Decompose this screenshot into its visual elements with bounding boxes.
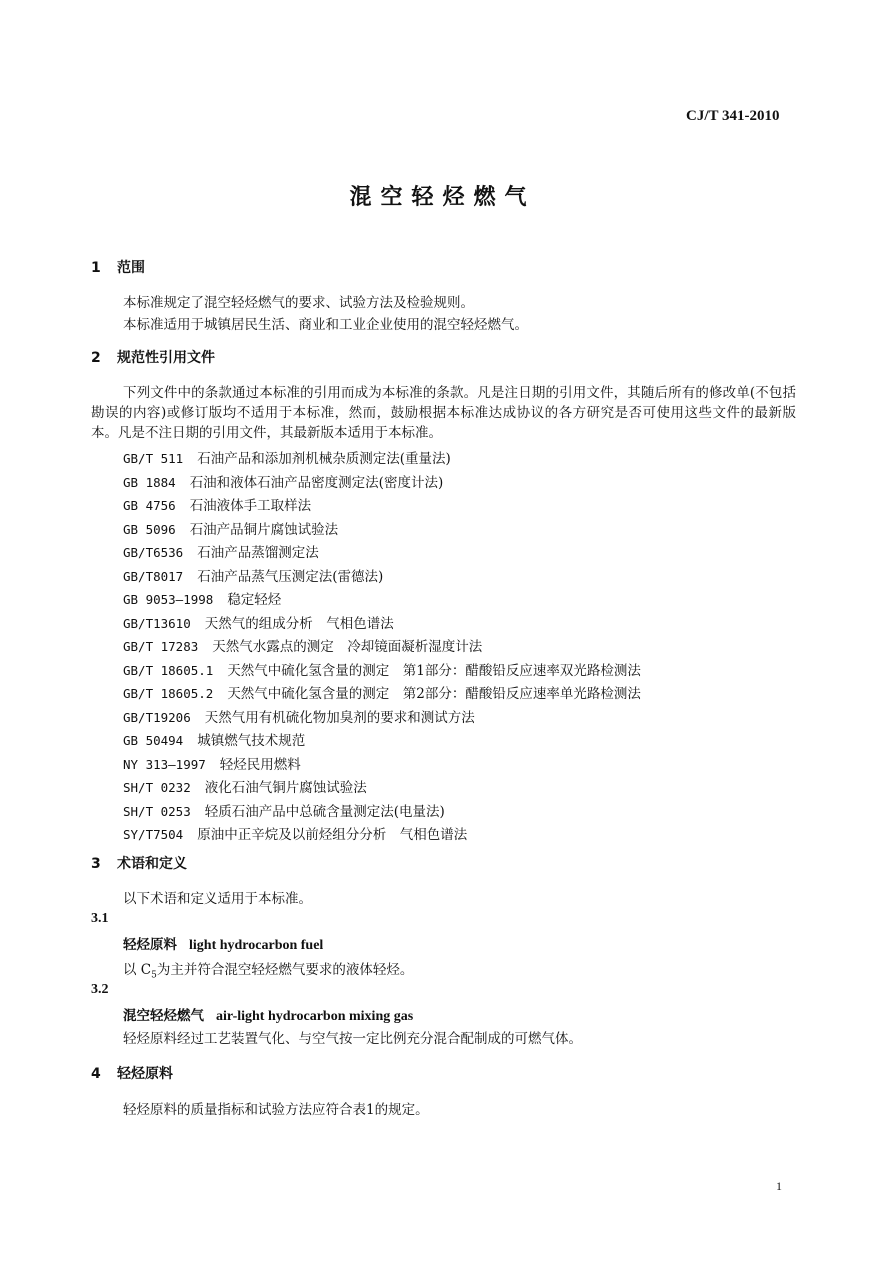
reference-title: 轻烃民用燃料 <box>219 756 301 773</box>
reference-code: GB/T19206 <box>123 709 191 725</box>
reference-title: 天然气中硫化氢含量的测定 第2部分：醋酸铅反应速率单光路检测法 <box>227 686 641 702</box>
section-number: 4 <box>91 1066 101 1082</box>
page-number: 1 <box>776 1179 782 1193</box>
reference-title: 石油产品和添加剂机械杂质测定法(重量法) <box>197 451 451 467</box>
term-number: 3.1 <box>91 911 109 926</box>
definition-text: 为主并符合混空轻烃燃气要求的液体轻烃。 <box>156 962 414 978</box>
term-en: air-light hydrocarbon mixing gas <box>216 1009 414 1024</box>
section-heading-4 <box>91 1063 173 1083</box>
section-number: 3 <box>91 856 101 872</box>
reference-code: GB/T 18605.1 <box>123 662 214 678</box>
subscript: 5 <box>151 970 157 981</box>
section-title: 规范性引用文件 <box>117 350 215 366</box>
reference-code: GB/T8017 <box>123 568 184 584</box>
term-cn: 混空轻烃燃气 <box>123 1008 204 1024</box>
reference-code: GB/T13610 <box>123 615 191 631</box>
term-en: light hydrocarbon fuel <box>189 938 324 953</box>
reference-item <box>123 659 641 679</box>
reference-item <box>123 565 383 585</box>
document-title: 混空轻烃燃气 <box>349 185 536 210</box>
reference-title: 天然气用有机硫化物加臭剂的要求和测试方法 <box>204 709 475 726</box>
paragraph: 本标准规定了混空轻烃燃气的要求、试验方法及检验规则。 <box>123 295 474 311</box>
term-definition: 轻烃原料经过工艺装置气化、与空气按一定比例充分混合配制成的可燃气体。 <box>123 1031 582 1047</box>
reference-item <box>123 753 301 773</box>
section-title: 术语和定义 <box>117 856 187 872</box>
reference-code: GB/T 18605.2 <box>123 686 214 701</box>
reference-title: 原油中正辛烷及以前烃组分分析 气相色谱法 <box>197 827 468 843</box>
paragraph: 轻烃原料的质量指标和试验方法应符合表1的规定。 <box>123 1102 429 1118</box>
section-title: 轻烃原料 <box>117 1066 173 1082</box>
reference-item <box>123 706 475 726</box>
reference-code: GB 50494 <box>123 733 184 748</box>
reference-code: NY 313—1997 <box>123 756 206 772</box>
reference-code: GB/T 17283 <box>123 639 199 654</box>
term-cn: 轻烃原料 <box>123 937 177 953</box>
reference-item <box>123 612 394 632</box>
definition-text: 以 C <box>123 962 152 978</box>
reference-code: GB/T6536 <box>123 545 184 560</box>
reference-code: GB/T 511 <box>123 451 184 466</box>
reference-item <box>123 682 641 702</box>
reference-item <box>123 800 445 820</box>
reference-title: 稳定轻烃 <box>227 592 282 608</box>
reference-title: 城镇燃气技术规范 <box>197 733 306 749</box>
section-heading-2 <box>91 347 215 367</box>
paragraph: 下列文件中的条款通过本标准的引用而成为本标准的条款。凡是注日期的引用文件，其随后所有的修改单(不包括勘误的内容)或修订版均不适用于本标准，然而，鼓励根据本标准达成协议的各方研究是否可使用这些文件的最新版本。凡是不注日期的引用文件，其最新版本适用于本标准。 <box>91 385 796 441</box>
paragraph: 本标准适用于城镇居民生活、商业和工业企业使用的混空轻烃燃气。 <box>123 317 528 333</box>
reference-code: SH/T 0253 <box>123 803 191 819</box>
section-number: 1 <box>91 260 101 276</box>
reference-item <box>123 494 311 514</box>
reference-code: GB 4756 <box>123 498 176 513</box>
reference-item <box>123 541 319 561</box>
reference-item <box>123 776 367 796</box>
reference-title: 天然气中硫化氢含量的测定 第1部分：醋酸铅反应速率双光路检测法 <box>227 662 641 679</box>
section-title: 范围 <box>117 260 145 276</box>
term-number: 3.2 <box>91 982 109 997</box>
reference-code: GB 1884 <box>123 474 176 490</box>
term-definition <box>123 958 413 981</box>
term-heading <box>123 1004 413 1025</box>
reference-code: SY/T7504 <box>123 827 184 842</box>
reference-title: 石油产品蒸气压测定法(雷德法) <box>197 568 384 585</box>
term-heading <box>123 933 323 954</box>
section-heading-3 <box>91 853 187 873</box>
reference-title: 石油和液体石油产品密度测定法(密度计法) <box>189 474 444 491</box>
reference-code: GB 9053—1998 <box>123 592 214 607</box>
standard-number: CJ/T 341-2010 <box>686 108 780 124</box>
reference-item <box>123 518 338 538</box>
reference-code: SH/T 0232 <box>123 780 191 795</box>
reference-item <box>123 471 443 491</box>
reference-title: 石油产品铜片腐蚀试验法 <box>189 521 339 538</box>
reference-title: 天然气的组成分析 气相色谱法 <box>204 615 394 632</box>
reference-title: 天然气水露点的测定 冷却镜面凝析湿度计法 <box>212 639 483 655</box>
reference-title: 液化石油气铜片腐蚀试验法 <box>204 780 367 796</box>
reference-item <box>123 729 305 749</box>
reference-item <box>123 447 451 467</box>
reference-item <box>123 823 467 843</box>
section-number: 2 <box>91 350 101 366</box>
reference-title: 轻质石油产品中总硫含量测定法(电量法) <box>204 803 445 820</box>
reference-title: 石油产品蒸馏测定法 <box>197 545 319 561</box>
reference-item <box>123 588 281 608</box>
reference-title: 石油液体手工取样法 <box>189 498 312 514</box>
reference-item <box>123 635 482 655</box>
paragraph: 以下术语和定义适用于本标准。 <box>123 891 312 907</box>
section-heading-1 <box>91 257 145 277</box>
reference-code: GB 5096 <box>123 521 176 537</box>
